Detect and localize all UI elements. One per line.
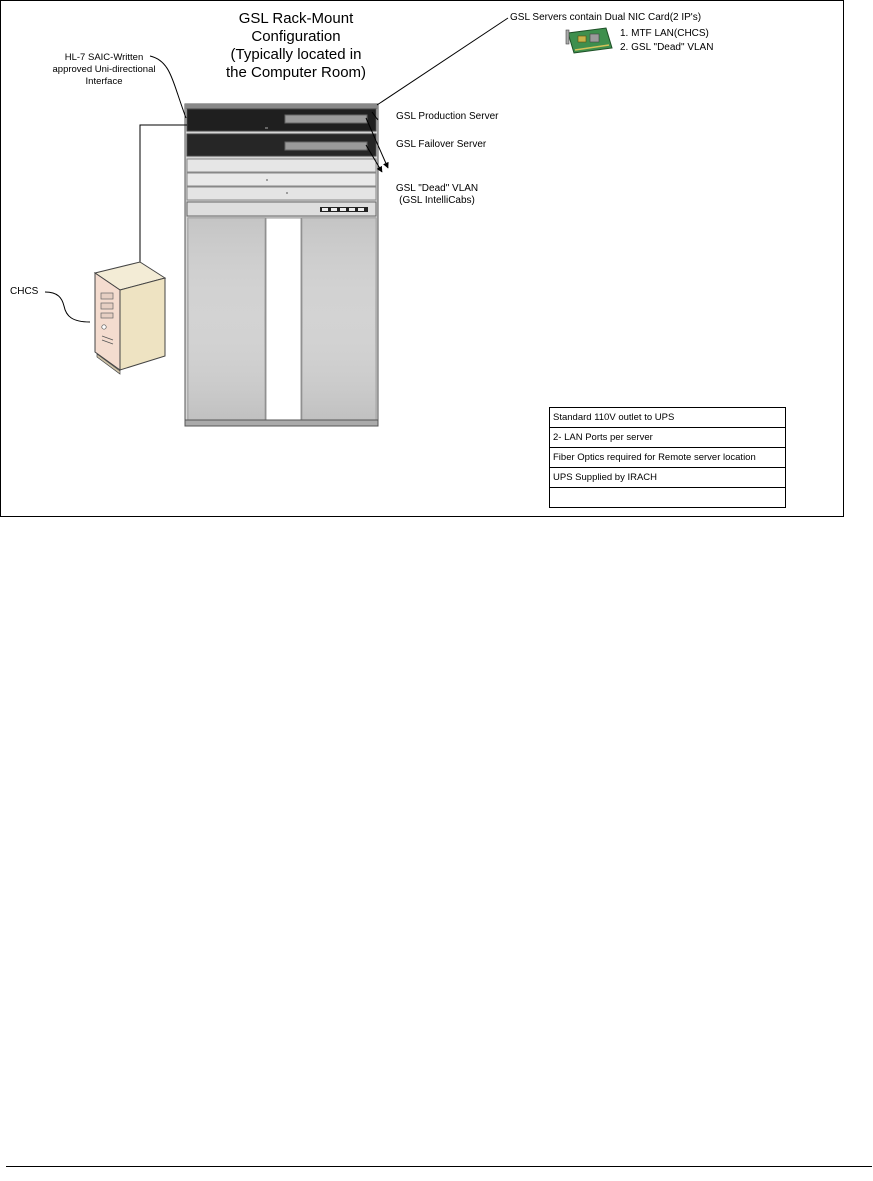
vlan-label-line-1: GSL "Dead" VLAN [395, 183, 479, 194]
nic-item-1: 1. MTF LAN(CHCS) [620, 28, 709, 39]
title-line-3: (Typically located in [230, 46, 362, 63]
title-line-1: GSL Rack-Mount [238, 10, 354, 27]
legend-cell: Standard 110V outlet to UPS [550, 408, 786, 428]
production-server-label: GSL Production Server [396, 111, 499, 122]
nic-item-2: 2. GSL "Dead" VLAN [620, 42, 714, 53]
legend-row [550, 468, 786, 488]
legend-cell [550, 488, 786, 508]
legend-row [550, 408, 786, 428]
chcs-label: CHCS [10, 286, 39, 297]
interface-label-line-2: approved Uni-directional [52, 64, 156, 75]
legend-cell: Fiber Optics required for Remote server location [550, 448, 786, 468]
vlan-label-line-2: (GSL IntelliCabs) [399, 195, 475, 206]
legend-row [550, 448, 786, 468]
requirements-legend-table [549, 407, 786, 508]
vlan-label [384, 183, 490, 207]
page-bottom-rule [6, 1166, 872, 1167]
title-line-2: Configuration [251, 28, 341, 45]
interface-label-line-1: HL-7 SAIC-Written [64, 52, 144, 63]
title-line-4: the Computer Room) [225, 64, 367, 81]
legend-row [550, 428, 786, 448]
rack-door-gap [266, 218, 301, 420]
legend-cell: UPS Supplied by IRACH [550, 468, 786, 488]
nic-heading: GSL Servers contain Dual NIC Card(2 IP's) [510, 12, 702, 23]
diagram-title [202, 10, 390, 82]
interface-label-line-3: Interface [85, 76, 123, 87]
chcs-label-leader [45, 292, 90, 322]
nic-leader-line [377, 18, 508, 105]
legend-cell: 2- LAN Ports per server [550, 428, 786, 448]
rack-cabinet [185, 104, 378, 426]
failover-server-label: GSL Failover Server [396, 139, 487, 150]
nic-card-icon [566, 28, 612, 53]
hl7-interface-line [140, 125, 187, 262]
chcs-server-icon [95, 262, 165, 374]
interface-label [44, 52, 164, 88]
legend-row [550, 488, 786, 508]
